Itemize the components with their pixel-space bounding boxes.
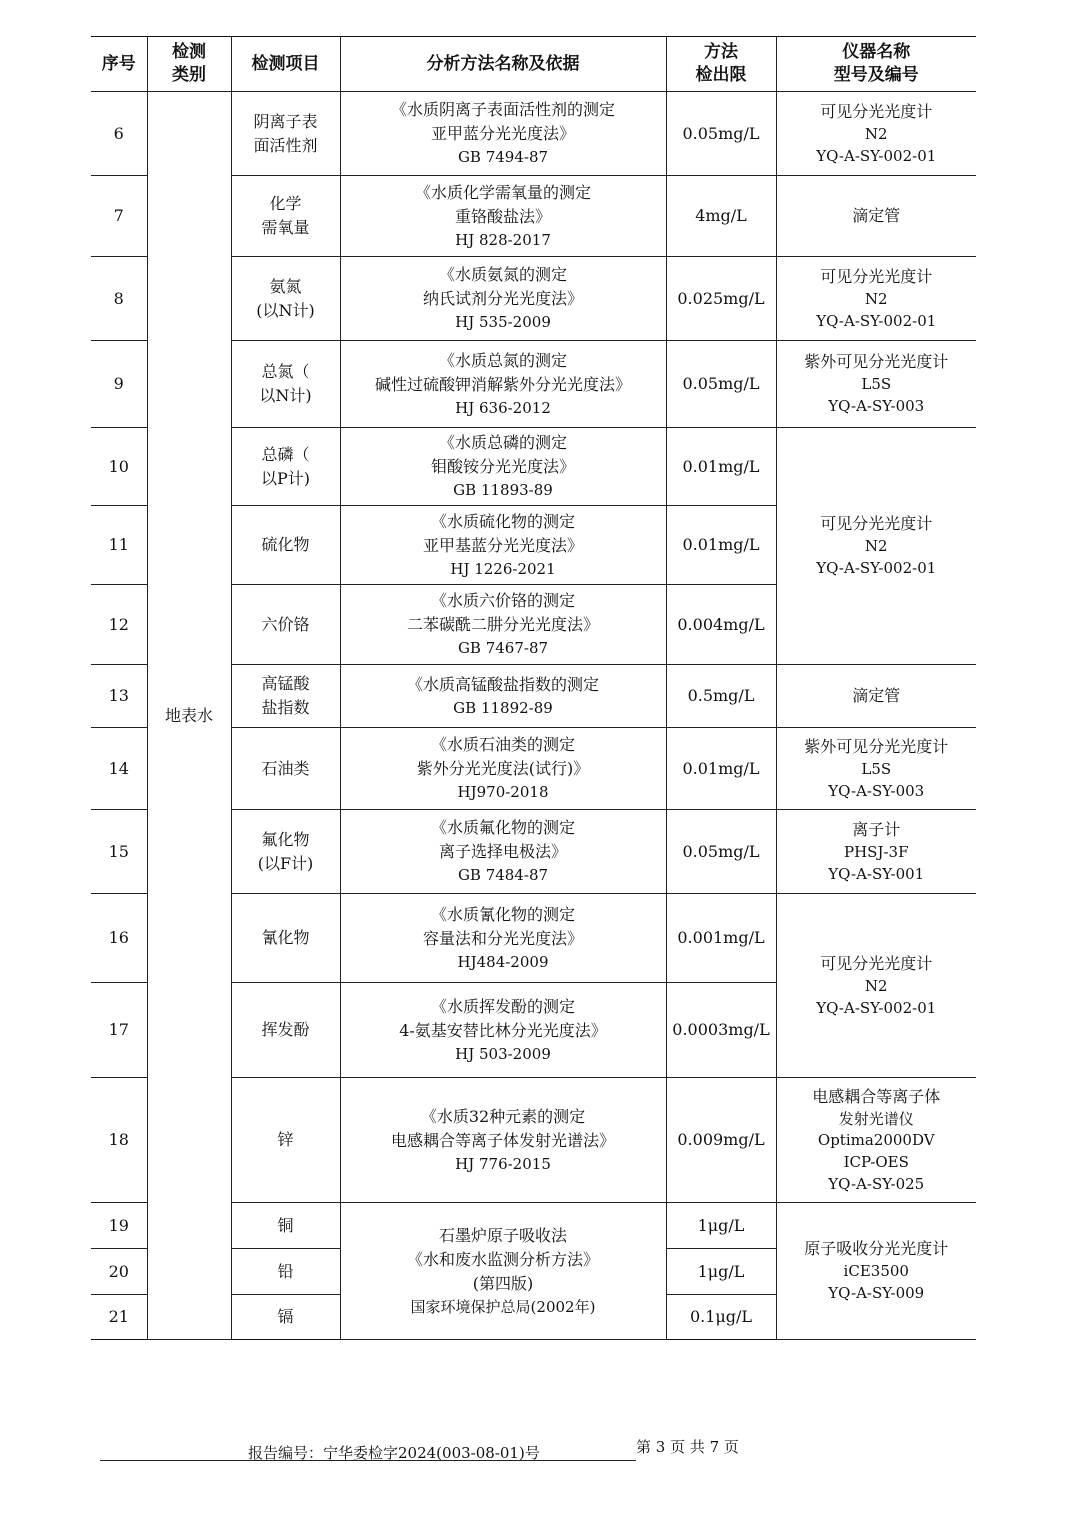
instrument-cell	[776, 428, 976, 665]
method-cell	[340, 728, 666, 810]
method-line: HJ 535-2009	[455, 313, 551, 332]
instrument-cell	[776, 1203, 976, 1340]
instrument-line: YQ-A-SY-002-01	[816, 998, 937, 1017]
limit-cell: 1μg/L	[666, 1249, 776, 1295]
item-line: 挥发酚	[261, 1020, 310, 1039]
limit-cell: 0.05mg/L	[666, 92, 776, 176]
instrument-line: YQ-A-SY-003	[828, 781, 925, 800]
row-no: 7	[91, 176, 147, 257]
item-cell	[231, 983, 340, 1078]
method-cell	[340, 665, 666, 728]
method-line: 《水质石油类的测定	[430, 735, 575, 755]
instrument-line: 滴定管	[852, 686, 901, 705]
page-footer	[100, 1436, 760, 1464]
method-line: HJ 636-2012	[455, 398, 551, 417]
row-no: 18	[91, 1078, 147, 1203]
limit-cell: 0.01mg/L	[666, 428, 776, 506]
method-line: 碱性过硫酸钾消解紫外分光光度法》	[374, 374, 631, 394]
item-line: 总氮（	[261, 362, 310, 381]
item-line: 化学	[269, 194, 302, 213]
instrument-line: 可见分光光度计	[820, 953, 933, 973]
instrument-line: YQ-A-SY-001	[828, 864, 925, 883]
limit-cell: 0.0003mg/L	[666, 983, 776, 1078]
method-line: 亚甲基蓝分光光度法》	[422, 535, 583, 555]
row-no: 19	[91, 1203, 147, 1249]
row-no: 16	[91, 894, 147, 983]
instrument-line: YQ-A-SY-002-01	[816, 146, 937, 165]
method-cell	[340, 257, 666, 341]
method-line: 电感耦合等离子体发射光谱法》	[390, 1130, 615, 1150]
method-line: 钼酸铵分光光度法》	[430, 457, 575, 477]
item-line: 以P计)	[260, 468, 310, 488]
method-cell	[340, 428, 666, 506]
method-line: 二苯碳酰二肼分光光度法》	[406, 615, 599, 635]
item-cell	[231, 1295, 340, 1340]
item-line: 面活性剂	[253, 135, 318, 155]
limit-cell: 0.025mg/L	[666, 257, 776, 341]
item-cell	[231, 1078, 340, 1203]
header-instrument	[776, 37, 976, 92]
item-cell	[231, 810, 340, 894]
row-no: 11	[91, 506, 147, 585]
instrument-line: N2	[864, 124, 888, 143]
instrument-cell	[776, 1078, 976, 1203]
method-line: 重铬酸盐法》	[454, 206, 551, 226]
instrument-line: 可见分光光度计	[820, 266, 933, 286]
item-cell	[231, 506, 340, 585]
instrument-line: L5S	[861, 375, 892, 394]
row-no: 8	[91, 257, 147, 341]
method-line: HJ 1226-2021	[450, 559, 556, 578]
header-no: 序号	[91, 37, 147, 92]
row-no: 6	[91, 92, 147, 176]
item-line: 氰化物	[261, 928, 310, 947]
item-cell	[231, 1249, 340, 1295]
item-line: 盐指数	[261, 698, 310, 717]
method-line: 《水质高锰酸盐指数的测定	[406, 674, 599, 694]
row-no: 10	[91, 428, 147, 506]
header-row	[91, 37, 976, 92]
limit-cell: 0.001mg/L	[666, 894, 776, 983]
instrument-cell	[776, 257, 976, 341]
header-limit	[666, 37, 776, 92]
limit-cell: 0.05mg/L	[666, 341, 776, 428]
method-line: 《水质六价铬的测定	[430, 591, 575, 611]
instrument-line: N2	[864, 289, 888, 308]
instrument-cell	[776, 810, 976, 894]
header-category	[147, 37, 231, 92]
item-cell	[231, 665, 340, 728]
method-line: 《水质总磷的测定	[438, 433, 567, 453]
instrument-line: YQ-A-SY-002-01	[816, 311, 937, 330]
method-line: GB 7494-87	[457, 148, 549, 167]
method-line: 《水质氰化物的测定	[430, 904, 575, 924]
item-line: 镉	[277, 1307, 294, 1326]
item-cell	[231, 585, 340, 665]
instrument-line: YQ-A-SY-009	[828, 1284, 925, 1302]
instrument-line: 滴定管	[852, 206, 901, 225]
footer-divider	[100, 1460, 636, 1461]
method-cell	[340, 810, 666, 894]
item-line: 氨氮	[269, 276, 302, 296]
instrument-line: 紫外可见分光光度计	[804, 736, 949, 756]
header-item: 检测项目	[231, 37, 340, 92]
item-line: 以N计)	[259, 386, 312, 405]
header-line: 仪器名称	[842, 42, 911, 63]
method-cell	[340, 585, 666, 665]
method-cell	[340, 1203, 666, 1340]
category-cell: 地表水	[147, 92, 231, 1340]
method-line: 《水质氨氮的测定	[438, 265, 567, 285]
instrument-line: YQ-A-SY-002-01	[816, 559, 937, 577]
row-no: 13	[91, 665, 147, 728]
header-method: 分析方法名称及依据	[340, 37, 666, 92]
method-line: 《水质氟化物的测定	[430, 818, 575, 838]
method-line: HJ970-2018	[457, 783, 549, 802]
item-line: 需氧量	[261, 218, 310, 237]
row-no: 14	[91, 728, 147, 810]
header-line: 类别	[172, 65, 206, 85]
table-row	[91, 92, 976, 176]
method-line: HJ 503-2009	[455, 1044, 551, 1063]
instrument-cell	[776, 728, 976, 810]
limit-cell: 0.05mg/L	[666, 810, 776, 894]
method-line: 《水和废水监测分析方法》	[406, 1249, 599, 1269]
instrument-line: iCE3500	[843, 1262, 909, 1281]
instrument-line: N2	[864, 976, 888, 995]
limit-cell: 4mg/L	[666, 176, 776, 257]
item-line: 总磷（	[261, 444, 310, 464]
method-cell	[340, 341, 666, 428]
instrument-cell	[776, 176, 976, 257]
method-line: HJ 776-2015	[455, 1154, 551, 1173]
item-line: 铜	[277, 1215, 294, 1235]
method-line: GB 11892-89	[453, 698, 553, 717]
item-cell	[231, 341, 340, 428]
limit-cell: 0.5mg/L	[666, 665, 776, 728]
method-line: 石墨炉原子吸收法	[438, 1225, 567, 1245]
instrument-line: Optima2000DV	[817, 1131, 935, 1150]
item-cell	[231, 894, 340, 983]
method-line: 4-氨基安替比林分光光度法》	[399, 1020, 607, 1040]
row-no: 12	[91, 585, 147, 665]
instrument-cell	[776, 341, 976, 428]
limit-cell: 0.009mg/L	[666, 1078, 776, 1203]
instrument-line: 离子计	[852, 819, 901, 839]
instrument-line: 紫外可见分光光度计	[804, 352, 949, 372]
header-line: 检出限	[695, 65, 747, 85]
item-cell	[231, 428, 340, 506]
instrument-line: PHSJ-3F	[844, 842, 909, 861]
method-line: 《水质化学需氧量的测定	[414, 182, 591, 202]
limit-cell: 0.1μg/L	[666, 1295, 776, 1340]
method-line: 容量法和分光光度法》	[422, 928, 583, 948]
item-line: 高锰酸	[261, 674, 310, 693]
instrument-cell	[776, 92, 976, 176]
instrument-line: 发射光谱仪	[838, 1109, 914, 1128]
instrument-cell	[776, 665, 976, 728]
item-line: 氟化物	[261, 829, 310, 849]
method-line: 紫外分光光度法(试行)》	[416, 759, 590, 779]
item-line: (以F计)	[257, 853, 314, 873]
instrument-line: ICP-OES	[843, 1153, 909, 1171]
method-cell	[340, 92, 666, 176]
item-line: 阴离子表	[253, 111, 318, 131]
analysis-methods-table	[91, 36, 976, 1340]
method-line: GB 7467-87	[457, 639, 549, 658]
instrument-line: 电感耦合等离子体	[812, 1086, 941, 1106]
method-line: GB 11893-89	[453, 481, 553, 500]
method-line: 《水质32种元素的测定	[420, 1106, 586, 1126]
method-cell	[340, 506, 666, 585]
method-line: 《水质阴离子表面活性剂的测定	[390, 100, 615, 120]
instrument-line: N2	[864, 537, 888, 556]
item-line: 石油类	[261, 758, 310, 778]
limit-cell: 0.01mg/L	[666, 728, 776, 810]
row-no: 15	[91, 810, 147, 894]
instrument-line: YQ-A-SY-025	[828, 1174, 925, 1193]
item-cell	[231, 176, 340, 257]
instrument-line: 可见分光光度计	[820, 514, 933, 534]
item-cell	[231, 257, 340, 341]
method-line: HJ 828-2017	[455, 230, 551, 249]
method-line: HJ484-2009	[457, 952, 549, 971]
method-line: 《水质总氮的测定	[438, 350, 567, 370]
item-line: 六价铬	[261, 614, 310, 634]
method-line: 亚甲蓝分光光度法》	[430, 124, 575, 144]
item-line: 硫化物	[261, 535, 310, 554]
method-line: (第四版)	[472, 1273, 534, 1293]
limit-cell: 0.004mg/L	[666, 585, 776, 665]
limit-cell: 0.01mg/L	[666, 506, 776, 585]
instrument-cell	[776, 894, 976, 1078]
page-number: 第 3 页 共 7 页	[636, 1438, 739, 1456]
row-no: 20	[91, 1249, 147, 1295]
header-line: 方法	[704, 42, 738, 63]
item-cell	[231, 92, 340, 176]
header-line: 型号及编号	[833, 65, 919, 85]
item-cell	[231, 1203, 340, 1249]
method-line: GB 7484-87	[457, 866, 549, 885]
item-line: 铅	[277, 1261, 294, 1281]
method-line: 《水质挥发酚的测定	[430, 996, 575, 1016]
method-cell	[340, 894, 666, 983]
row-no: 9	[91, 341, 147, 428]
method-line: 纳氏试剂分光光度法》	[422, 289, 583, 309]
instrument-line: 可见分光光度计	[820, 101, 933, 121]
instrument-line: 原子吸收分光光度计	[804, 1239, 949, 1259]
instrument-line: YQ-A-SY-003	[828, 397, 925, 415]
header-line: 检测	[172, 42, 206, 63]
item-cell	[231, 728, 340, 810]
method-line: 国家环境保护总局(2002年)	[410, 1297, 596, 1316]
report-number: 报告编号：宁华委检字2024(003-08-01)号	[248, 1444, 540, 1462]
method-line: 离子选择电极法》	[438, 842, 567, 862]
method-line: 《水质硫化物的测定	[430, 511, 575, 531]
method-cell	[340, 983, 666, 1078]
limit-cell: 1μg/L	[666, 1203, 776, 1249]
row-no: 17	[91, 983, 147, 1078]
row-no: 21	[91, 1295, 147, 1340]
method-cell	[340, 176, 666, 257]
item-line: 锌	[277, 1130, 294, 1149]
instrument-line: L5S	[861, 759, 892, 778]
item-line: (以N计)	[256, 300, 315, 320]
method-cell	[340, 1078, 666, 1203]
